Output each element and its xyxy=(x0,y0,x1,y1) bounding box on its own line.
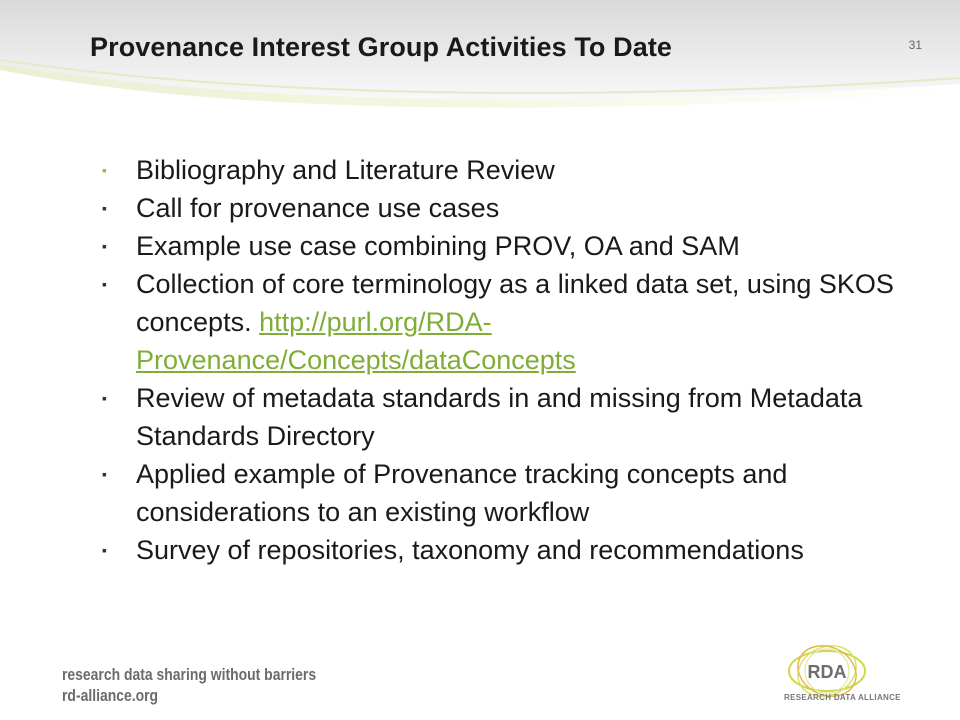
bullet-item xyxy=(100,455,930,531)
square-bullet-icon: ▪ xyxy=(102,238,107,254)
bullet-text: Example use case combining PROV, OA and SAM xyxy=(136,231,740,261)
bullet-text: Call for provenance use cases xyxy=(136,193,500,223)
website-text: rd-alliance.org xyxy=(62,686,159,705)
bullet-item xyxy=(100,379,930,455)
bullet-list xyxy=(100,151,930,569)
logo-text: RDA xyxy=(807,662,847,682)
bullet-item xyxy=(100,531,930,569)
bullet-text: Review of metadata standards in and missing from Metadata Standards Directory xyxy=(136,383,863,451)
bullet-item xyxy=(100,227,930,265)
bullet-text: Survey of repositories, taxonomy and recommendations xyxy=(136,535,804,565)
square-bullet-icon: ▪ xyxy=(102,466,107,482)
square-bullet-icon: ▪ xyxy=(102,276,107,292)
bullet-text: Applied example of Provenance tracking concepts and considerations to an existing workflow xyxy=(136,459,788,527)
logo-caption: RESEARCH DATA ALLIANCE xyxy=(784,693,901,702)
bullet-item xyxy=(100,189,930,227)
slide-title: Provenance Interest Group Activities To Date xyxy=(90,32,673,62)
bullet-item xyxy=(100,265,930,379)
square-bullet-icon: ▪ xyxy=(102,200,107,216)
bullet-item xyxy=(100,151,930,189)
square-bullet-icon: ▪ xyxy=(102,390,107,406)
tagline-text: research data sharing without barriers xyxy=(62,665,317,684)
bullet-text: Collection of core terminology as a linked data set, using SKOS concepts. xyxy=(136,269,894,337)
square-bullet-icon: ▪ xyxy=(102,542,107,558)
slide-number: 31 xyxy=(908,38,922,52)
square-bullet-icon: ▪ xyxy=(102,162,107,178)
bullet-text: Bibliography and Literature Review xyxy=(136,155,555,185)
concepts-link[interactable]: http://purl.org/RDA-Provenance/Concepts/dataConcepts xyxy=(136,307,576,375)
footer-tagline xyxy=(62,664,316,706)
